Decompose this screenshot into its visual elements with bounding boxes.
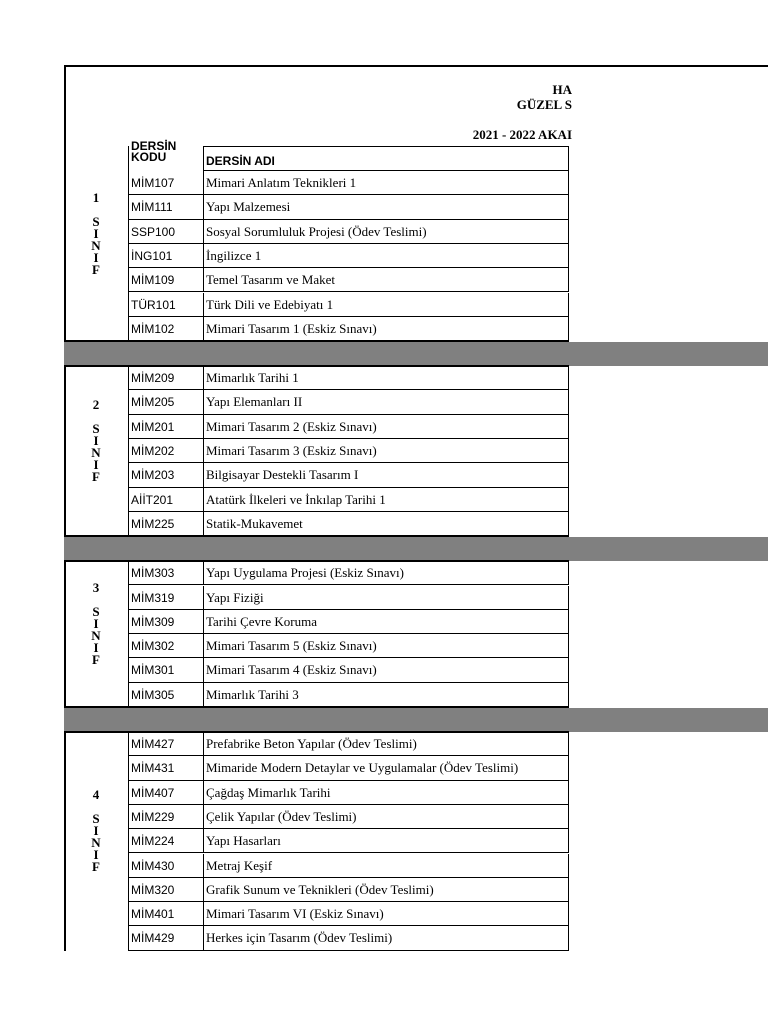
course-name-cell: Mimari Tasarım 4 (Eskiz Sınavı) <box>203 658 569 682</box>
year-label <box>64 189 128 277</box>
year-label <box>64 582 128 666</box>
course-name-cell: Mimari Tasarım 2 (Eskiz Sınavı) <box>203 415 569 439</box>
course-code-cell: İNG101 <box>129 244 203 268</box>
course-code-cell: MİM201 <box>129 415 203 439</box>
year-label-letter: I <box>93 433 99 449</box>
year-label <box>64 399 128 483</box>
year-label-letter: I <box>93 225 99 241</box>
course-name-cell: Herkes için Tasarım (Ödev Teslimi) <box>203 926 569 950</box>
course-name-cell: Çağdaş Mimarlık Tarihi <box>203 781 569 805</box>
course-name-cell: Metraj Keşif <box>203 854 569 878</box>
course-name-cell: Grafik Sunum ve Teknikleri (Ödev Teslimi) <box>203 878 569 902</box>
course-name-cell: Yapı Fiziği <box>203 586 569 610</box>
course-code-cell: MİM205 <box>129 390 203 414</box>
course-code-cell: MİM309 <box>129 610 203 634</box>
year-label-letter: N <box>91 237 101 253</box>
year-label-letter: F <box>92 859 100 875</box>
course-name-cell: Mimari Tasarım 1 (Eskiz Sınavı) <box>203 317 569 341</box>
course-name-cell: Atatürk İlkeleri ve İnkılap Tarihi 1 <box>203 488 569 512</box>
year-label-letter: I <box>93 457 99 473</box>
course-name-cell: Mimaride Modern Detaylar ve Uygulamalar (Ödev Teslimi) <box>203 756 569 780</box>
year-label-letter: S <box>92 604 100 620</box>
course-code-cell: MİM301 <box>129 658 203 682</box>
year-label-letter: I <box>93 640 99 656</box>
course-code-cell: MİM303 <box>129 561 203 585</box>
course-name-cell: Tarihi Çevre Koruma <box>203 610 569 634</box>
year-number: 4 <box>92 787 100 803</box>
course-code-cell: TÜR101 <box>129 293 203 317</box>
course-code-cell: AİİT201 <box>129 488 203 512</box>
year-separator-band <box>64 537 768 561</box>
year-separator-band <box>64 342 768 366</box>
course-code-cell: MİM407 <box>129 781 203 805</box>
year-label-letter: F <box>92 652 100 668</box>
year-label-letter: I <box>93 847 99 863</box>
course-code-cell: MİM427 <box>129 732 203 756</box>
course-name-cell: Bilgisayar Destekli Tasarım I <box>203 463 569 487</box>
column-header-name: DERSİN ADI <box>203 146 569 171</box>
course-code-cell: MİM111 <box>129 195 203 219</box>
year-number: 3 <box>92 580 100 596</box>
course-name-cell: Mimarlık Tarihi 1 <box>203 366 569 390</box>
year-label-letter: I <box>93 249 99 265</box>
year-label-letter: F <box>92 261 100 277</box>
course-code-cell: MİM203 <box>129 463 203 487</box>
course-code-cell: MİM109 <box>129 268 203 292</box>
year-label-letter: N <box>91 835 101 851</box>
course-code-cell: MİM229 <box>129 805 203 829</box>
course-code-cell: MİM319 <box>129 586 203 610</box>
course-code-cell: MİM107 <box>129 171 203 195</box>
year-label-letter: S <box>92 213 100 229</box>
title-line-1: HA <box>552 82 572 97</box>
course-code-cell: MİM202 <box>129 439 203 463</box>
title-line-3: 2021 - 2022 AKAI <box>472 127 572 142</box>
course-code-cell: MİM429 <box>129 926 203 950</box>
year-label-letter: S <box>92 811 100 827</box>
course-code-cell: MİM305 <box>129 683 203 707</box>
year-separator-band <box>64 708 768 732</box>
course-name-cell: Türk Dili ve Edebiyatı 1 <box>203 293 569 317</box>
column-header-code: DERSİN KODU <box>131 139 177 164</box>
course-name-cell: Yapı Uygulama Projesi (Eskiz Sınavı) <box>203 561 569 585</box>
course-name-cell: Mimarlık Tarihi 3 <box>203 683 569 707</box>
course-name-cell: Yapı Elemanları II <box>203 390 569 414</box>
year-label-letter: N <box>91 628 101 644</box>
course-code-cell: MİM225 <box>129 512 203 536</box>
year-label-letter: I <box>93 823 99 839</box>
course-name-cell: Mimari Tasarım VI (Eskiz Sınavı) <box>203 902 569 926</box>
course-name-cell: İngilizce 1 <box>203 244 569 268</box>
title-line-2: GÜZEL S <box>516 97 572 112</box>
year-label-letter: F <box>92 469 100 485</box>
course-code-cell: MİM430 <box>129 854 203 878</box>
course-code-cell: SSP100 <box>129 220 203 244</box>
course-name-cell: Prefabrike Beton Yapılar (Ödev Teslimi) <box>203 732 569 756</box>
course-code-cell: MİM224 <box>129 829 203 853</box>
course-code-cell: MİM302 <box>129 634 203 658</box>
course-code-cell: MİM102 <box>129 317 203 341</box>
year-label-letter: N <box>91 445 101 461</box>
course-name-cell: Yapı Hasarları <box>203 829 569 853</box>
year-label-letter: S <box>92 421 100 437</box>
course-name-cell: Yapı Malzemesi <box>203 195 569 219</box>
course-code-cell: MİM320 <box>129 878 203 902</box>
course-name-cell: Mimari Tasarım 3 (Eskiz Sınavı) <box>203 439 569 463</box>
course-code-cell: MİM431 <box>129 756 203 780</box>
course-code-cell: MİM401 <box>129 902 203 926</box>
year-label <box>64 789 128 873</box>
course-name-cell: Mimari Anlatım Teknikleri 1 <box>203 171 569 195</box>
course-name-cell: Temel Tasarım ve Maket <box>203 268 569 292</box>
course-name-cell: Çelik Yapılar (Ödev Teslimi) <box>203 805 569 829</box>
year-label-letter: I <box>93 616 99 632</box>
year-number: 1 <box>92 189 100 205</box>
course-name-cell: Sosyal Sorumluluk Projesi (Ödev Teslimi) <box>203 220 569 244</box>
course-name-cell: Statik-Mukavemet <box>203 512 569 536</box>
year-number: 2 <box>92 397 100 413</box>
course-code-cell: MİM209 <box>129 366 203 390</box>
title-area <box>64 65 572 146</box>
course-name-cell: Mimari Tasarım 5 (Eskiz Sınavı) <box>203 634 569 658</box>
